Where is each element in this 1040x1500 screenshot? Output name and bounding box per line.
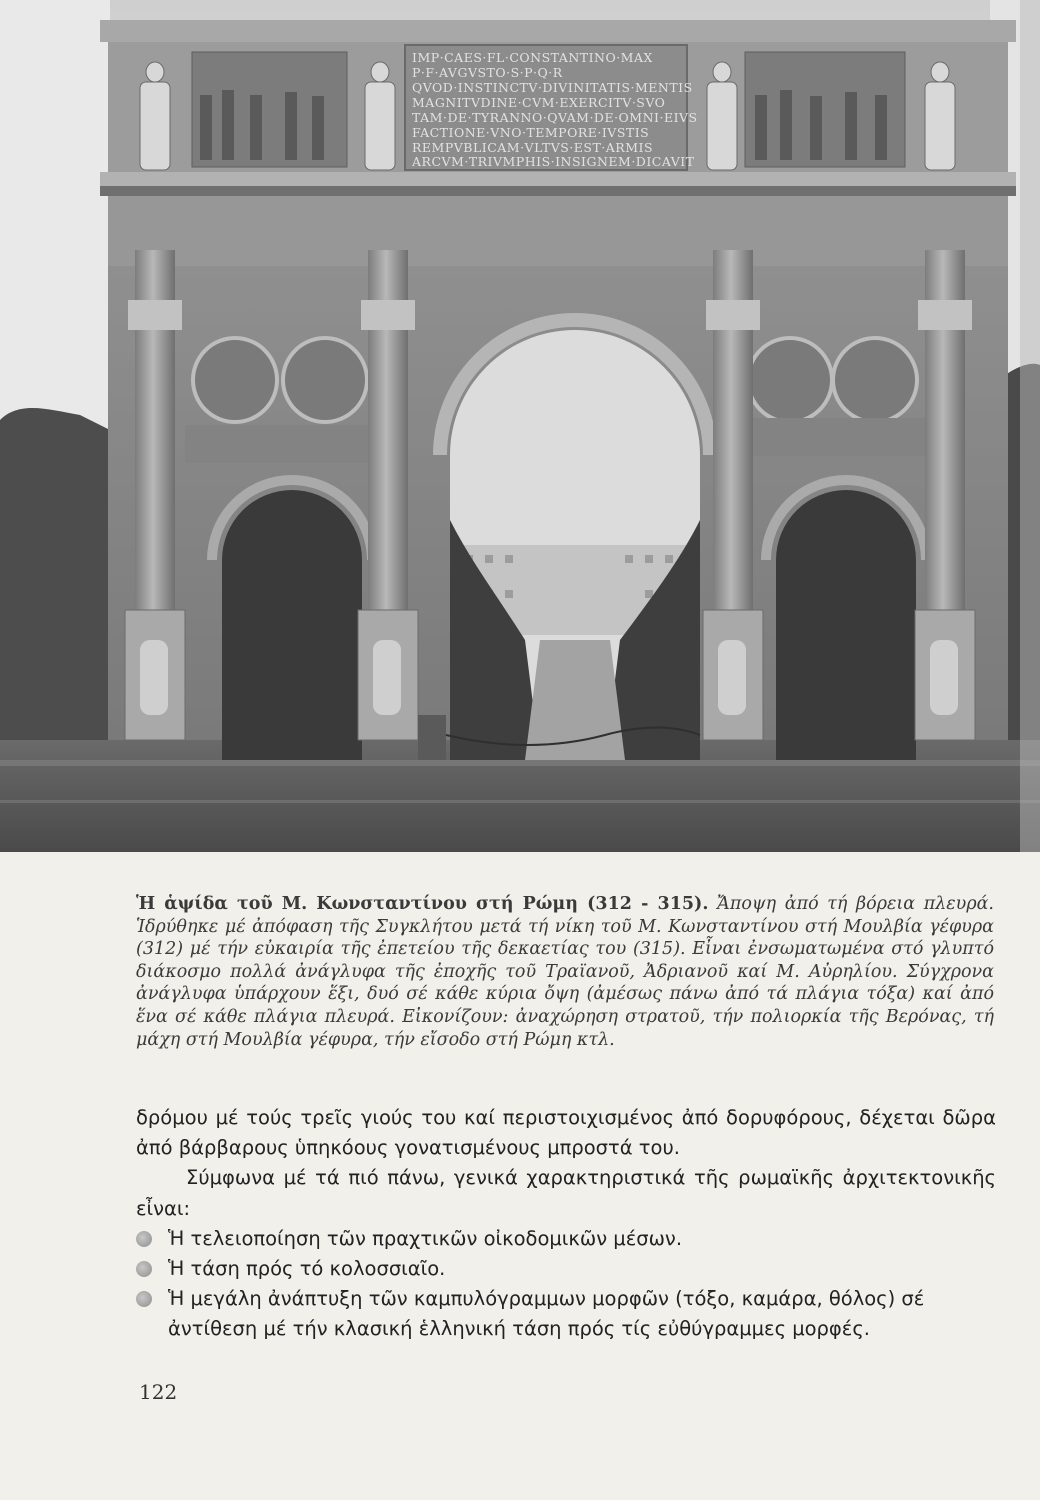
list-item-text: Ἡ τελειοποίηση τῶν πραχτικῶν οἰκοδομικῶν μέσων.	[168, 1226, 683, 1250]
list-item	[136, 1284, 996, 1344]
body-text	[136, 1103, 996, 1345]
list-item-text: Ἡ μεγάλη ἀνάπτυξη τῶν καμπυλόγραμμων μορφῶν (τόξο, καμάρα, θόλος) σέ ἀντίθεση μέ τήν κλασική ἑλληνική τάση πρός τίς εὐθύγραμμες μορφές.	[168, 1287, 925, 1341]
page-number: 122	[139, 1380, 178, 1404]
list-item	[136, 1224, 996, 1254]
bullet-icon	[136, 1231, 152, 1247]
inscription-line: ARCVM·TRIVMPHIS·INSIGNEM·DICAVIT	[412, 154, 695, 169]
inscription-line: P·F·AVGVSTO·S·P·Q·R	[412, 65, 563, 80]
inscription-line: TAM·DE·TYRANNO·QVAM·DE·OMNI·EIVS	[412, 110, 698, 125]
characteristics-list	[136, 1224, 996, 1345]
bullet-icon	[136, 1291, 152, 1307]
inscription-line: QVOD·INSTINCTV·DIVINITATIS·MENTIS	[412, 80, 693, 95]
photo-caption	[136, 893, 994, 1051]
caption-title: Ἡ ἁψίδα τοῦ Μ. Κωνσταντίνου στή Ρώμη (312 - 315).	[136, 894, 709, 914]
inscription-line: IMP·CAES·FL·CONSTANTINO·MAX	[412, 50, 653, 65]
body-paragraph: Σύμφωνα μέ τά πιό πάνω, γενικά χαρακτηριστικά τῆς ρωμαϊκῆς ἀρχιτεκτονικῆς εἶναι:	[136, 1166, 996, 1220]
bullet-icon	[136, 1261, 152, 1277]
list-item-text: Ἡ τάση πρός τό κολοσσιαῖο.	[168, 1257, 446, 1281]
list-item	[136, 1254, 996, 1284]
inscription-line: MAGNITVDINE·CVM·EXERCITV·SVO	[412, 95, 666, 110]
caption-text: Ἄποψη ἀπό τή βόρεια πλευρά. Ἱδρύθηκε μέ ἀπόφαση τῆς Συγκλήτου μετά τή νίκη τοῦ Μ. Κωνσταντίνου στή Μουλβία γέφυρα (312) μέ τήν εὐκαιρία τῆς ἐπετείου τῆς δεκαετίας του (315). Εἶναι ἐνσωματωμένα στό γλυπτό διάκοσμο πολλά ἀνάγλυφα τῆς ἐποχῆς τοῦ Τραϊανοῦ, Ἀδριανοῦ καί Μ. Αὐρηλίου. Σύγχρονα ἀνάγλυφα ὑπάρχουν ἕξι, δυό σέ κάθε κύρια ὄψη (ἀμέσως πάνω ἀπό τά πλάγια τόξα) καί ἀπό ἕνα σέ κάθε πλάγια πλευρά. Εἰκονίζουν: ἀναχώρηση στρατοῦ, τήν πολιορκία τῆς Βερόνας, τή μάχη στή Μουλβία γέφυρα, τήν εἴσοδο στή Ρώμη κτλ.	[136, 894, 994, 1050]
inscription-line: FACTIONE·VNO·TEMPORE·IVSTIS	[412, 125, 650, 140]
body-paragraph: δρόμου μέ τούς τρεῖς γιούς του καί περιστοιχισμένος ἀπό δορυφόρους, δέχεται δῶρα ἀπό βάρβαρους ὑπηκόους γονατισμένους μπροστά του.	[136, 1106, 996, 1160]
inscription-line: REMPVBLICAM·VLTVS·EST·ARMIS	[412, 140, 654, 155]
